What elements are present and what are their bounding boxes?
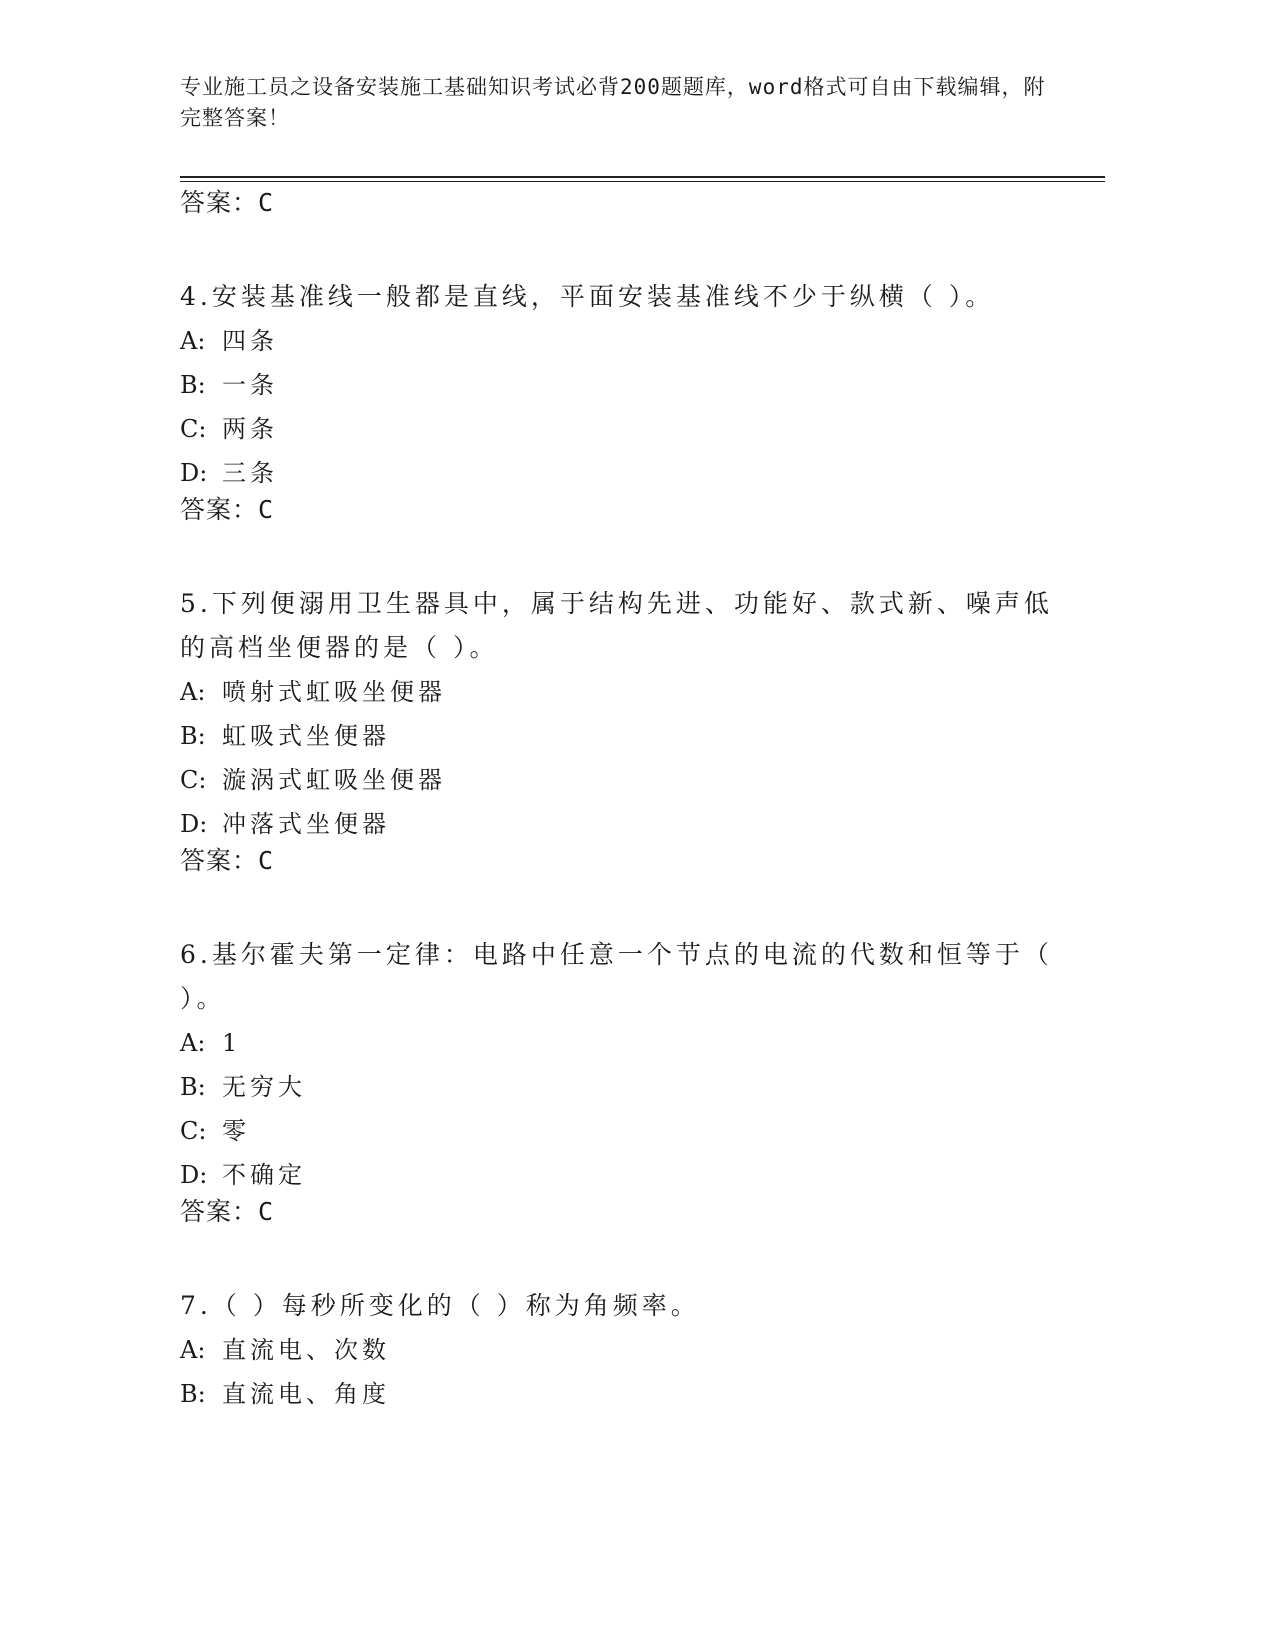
option-d (180, 1153, 1060, 1197)
option-key: B: (180, 722, 206, 750)
option-key: D: (180, 810, 208, 838)
option-key: B: (180, 371, 206, 399)
option-a (180, 1021, 1060, 1065)
option-key: C: (180, 766, 207, 794)
option-text: 1 (222, 1029, 242, 1057)
question-text: 6.基尔霍夫第一定律：电路中任意一个节点的电流的代数和恒等于（ ）。 (180, 940, 1053, 1013)
option-key: A: (180, 1336, 206, 1364)
option-a (180, 670, 1060, 714)
question-block (180, 582, 1060, 876)
option-b (180, 1372, 1060, 1416)
option-text: 直流电、次数 (222, 1336, 390, 1364)
header-divider-thin (180, 181, 1105, 182)
question-text: 4.安装基准线一般都是直线，平面安装基准线不少于纵横（ ）。 (180, 282, 995, 311)
question-text: 7.（ ）每秒所变化的（ ）称为角频率。 (180, 1291, 700, 1320)
question-block (180, 275, 1060, 525)
option-key: C: (180, 1117, 207, 1145)
option-key: A: (180, 1029, 206, 1057)
document-title: 专业施工员之设备安装施工基础知识考试必背200题题库，word格式可自由下载编辑，附完整答案！ (180, 75, 1046, 130)
option-b (180, 1065, 1060, 1109)
option-a (180, 319, 1060, 363)
option-c (180, 1109, 1060, 1153)
option-key: B: (180, 1073, 206, 1101)
document-header (180, 72, 1060, 134)
answer-line: 答案：C (180, 1197, 275, 1226)
option-key: A: (180, 327, 206, 355)
question-text: 5.下列便溺用卫生器具中，属于结构先进、功能好、款式新、噪声低的高档坐便器的是（ ）。 (180, 589, 1053, 662)
option-c (180, 758, 1060, 802)
option-text: 直流电、角度 (222, 1380, 390, 1408)
option-b (180, 714, 1060, 758)
header-divider-thick (180, 176, 1105, 178)
option-d (180, 802, 1060, 846)
answer-line: 答案：C (180, 846, 275, 875)
answer-line: 答案：C (180, 495, 275, 524)
option-text: 零 (222, 1117, 250, 1145)
option-text: 漩涡式虹吸坐便器 (222, 766, 446, 794)
option-text: 不确定 (222, 1161, 306, 1189)
option-text: 四条 (222, 327, 278, 355)
question-block (180, 933, 1060, 1227)
option-text: 喷射式虹吸坐便器 (222, 678, 446, 706)
option-text: 冲落式坐便器 (222, 810, 390, 838)
option-key: C: (180, 415, 207, 443)
option-text: 三条 (222, 459, 278, 487)
option-key: A: (180, 678, 206, 706)
option-a (180, 1328, 1060, 1372)
option-text: 虹吸式坐便器 (222, 722, 390, 750)
answer-line: 答案：C (180, 188, 275, 217)
option-key: D: (180, 459, 208, 487)
option-text: 一条 (222, 371, 278, 399)
option-text: 两条 (222, 415, 278, 443)
option-text: 无穷大 (222, 1073, 306, 1101)
document-body (180, 188, 1060, 1416)
question-block (180, 1284, 1060, 1416)
option-b (180, 363, 1060, 407)
option-d (180, 451, 1060, 495)
option-key: D: (180, 1161, 208, 1189)
option-c (180, 407, 1060, 451)
option-key: B: (180, 1380, 206, 1408)
